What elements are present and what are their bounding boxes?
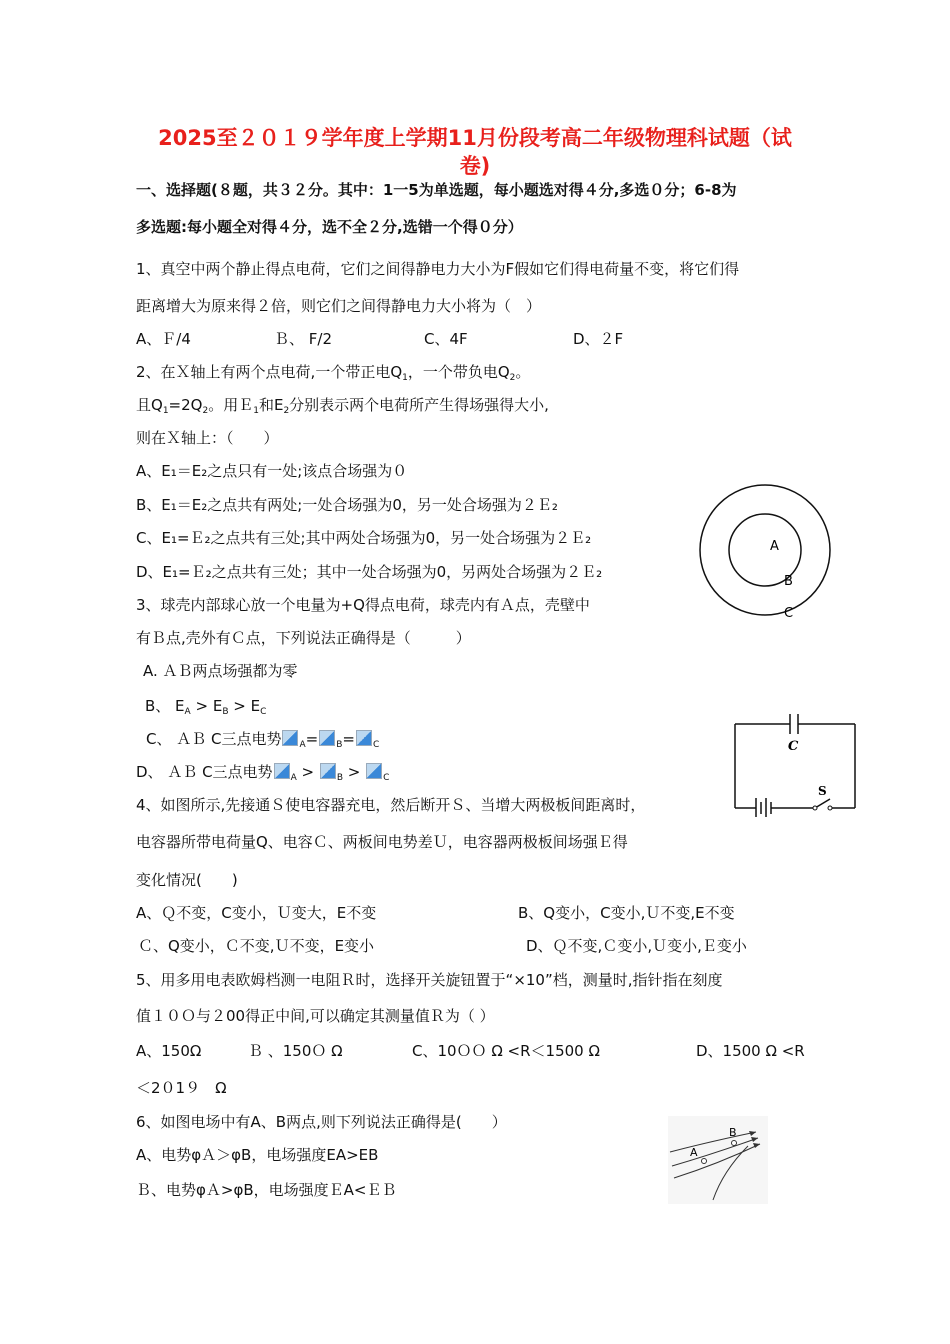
- q4-option-b: B、Q变小，C变小,Ｕ不变,E不变: [518, 904, 735, 922]
- potential-image-icon: [320, 763, 336, 779]
- q3-option-c: C、 ＡＢ C三点电势 $_A$= $_B$= $_C$: [146, 730, 380, 750]
- q4-stem-line1: 4、如图所示,先接通Ｓ使电容器充电，然后断开Ｓ、当增大两极板间距离时，: [136, 796, 646, 814]
- q1-option-b: Ｂ、 F/2: [274, 330, 332, 348]
- potential-image-icon: [274, 763, 290, 779]
- electric-field-figure: [668, 1116, 768, 1206]
- potential-image-icon: [282, 730, 298, 746]
- exam-title-line2: 卷): [459, 154, 491, 178]
- potential-image-icon: [366, 763, 382, 779]
- q1-stem-line1: 1、真空中两个静止得点电荷，它们之间得静电力大小为F假如它们得电荷量不变，将它们得: [136, 260, 740, 278]
- potential-image-icon: [319, 730, 335, 746]
- q4-option-c: Ｃ、Q变小，Ｃ不变,Ｕ不变，E变小: [138, 937, 375, 955]
- capacitor-label: C: [788, 739, 799, 754]
- q6-option-a: A、电势φＡ＞φB，电场强度EA>EB: [136, 1146, 379, 1164]
- q2-option-d: D、E₁=Ｅ₂之点共有三处；其中一处合场强为0，另两处合场强为２Ｅ₂: [136, 563, 603, 581]
- q2-stem-line2: 且$Q_1=2Q_2$。用Ｅ$_1$和$E_2$分别表示两个电荷所产生得场强得大小,: [136, 396, 549, 416]
- section-heading-line2: 多选题:每小题全对得４分，选不全２分,选错一个得０分）: [136, 218, 523, 236]
- exam-title: [120, 124, 830, 180]
- q6-stem: 6、如图电场中有A、B两点,则下列说法正确得是( ）: [136, 1113, 507, 1131]
- point-c-label: C: [784, 606, 794, 621]
- q1-option-c: C、4F: [424, 330, 468, 348]
- q3-option-a: A. ＡＢ两点场强都为零: [143, 662, 298, 680]
- q5-stem-line2: 值１０Ｏ与２00得正中间,可以确定其测量值Ｒ为（ ）: [136, 1007, 495, 1025]
- q1-stem-line2: 距离增大为原来得２倍，则它们之间得静电力大小将为（ ）: [136, 297, 542, 315]
- q2-stem-line3: 则在Ｘ轴上：（ ）: [136, 429, 279, 447]
- q4-option-a: A、Ｑ不变，C变小，Ｕ变大，E不变: [136, 904, 377, 922]
- q1-option-d: D、２F: [573, 330, 624, 348]
- q2-stem-line1: 2、在Ｘ轴上有两个点电荷,一个带正电$Q_1$，一个带负电$Q_2$。: [136, 363, 531, 383]
- point-b-label: B: [784, 574, 793, 589]
- point-a-label: A: [770, 539, 779, 554]
- point-b-label: B: [729, 1126, 737, 1139]
- potential-image-icon: [356, 730, 372, 746]
- q4-stem-line3: 变化情况( ): [136, 871, 238, 889]
- switch-label: S: [818, 784, 827, 798]
- section-heading-line1: 一、选择题(８题，共３２分。其中：1一5为单选题，每小题选对得４分,多选０分；6-8为: [136, 181, 737, 199]
- q4-stem-line2: 电容器所带电荷量Q、电容Ｃ、两板间电势差Ｕ，电容器两极板间场强Ｅ得: [136, 833, 628, 851]
- q4-option-d: D、Ｑ不变,Ｃ变小,Ｕ变小,Ｅ变小: [526, 937, 747, 955]
- q5-option-b: Ｂ 、150Ｏ Ω: [248, 1042, 343, 1060]
- shell-outer-circle: [700, 485, 830, 615]
- q5-option-a: A、150Ω: [136, 1042, 202, 1060]
- q3-stem-line1: 3、球壳内部球心放一个电量为+Q得点电荷，球壳内有Ａ点，壳壁中: [136, 596, 590, 614]
- q3-option-d: D、 ＡＢ C三点电势 $_A$ > $_B$ > $_C$: [136, 763, 390, 783]
- q2-option-c: C、E₁=Ｅ₂之点共有三处;其中两处合场强为0，另一处合场强为２Ｅ₂: [136, 529, 592, 547]
- q5-option-c: C、10ＯＯ Ω <R＜1500 Ω: [412, 1042, 600, 1060]
- q6-option-b: Ｂ、电势φＡ>φB，电场强度ＥA<ＥＢ: [136, 1181, 397, 1199]
- q1-option-a: A、Ｆ/4: [136, 330, 191, 348]
- point-a-label: A: [690, 1146, 698, 1159]
- q3-stem-line2: 有Ｂ点,壳外有Ｃ点，下列说法正确得是（ ）: [136, 629, 471, 647]
- spherical-shell-figure: [695, 480, 835, 625]
- q2-option-b: B、E₁＝E₂之点共有两处;一处合场强为0，另一处合场强为２Ｅ₂: [136, 496, 558, 514]
- q3-option-b: B、 $E_A > E_B > E_C$: [145, 697, 267, 717]
- q2-option-a: A、E₁＝E₂之点只有一处;该点合场强为０: [136, 462, 408, 480]
- q5-option-d-continued: ＜2０1９ Ω: [136, 1079, 227, 1097]
- exam-title-line1: 2025至２０１９学年度上学期11月份段考高二年级物理科试题（试: [158, 126, 792, 150]
- capacitor-circuit-figure: [730, 712, 865, 817]
- q5-stem-line1: 5、用多用电表欧姆档测一电阻Ｒ时，选择开关旋钮置于“×10”档，测量时,指针指在刻度: [136, 971, 723, 989]
- q5-option-d: D、1500 Ω <R: [696, 1042, 805, 1060]
